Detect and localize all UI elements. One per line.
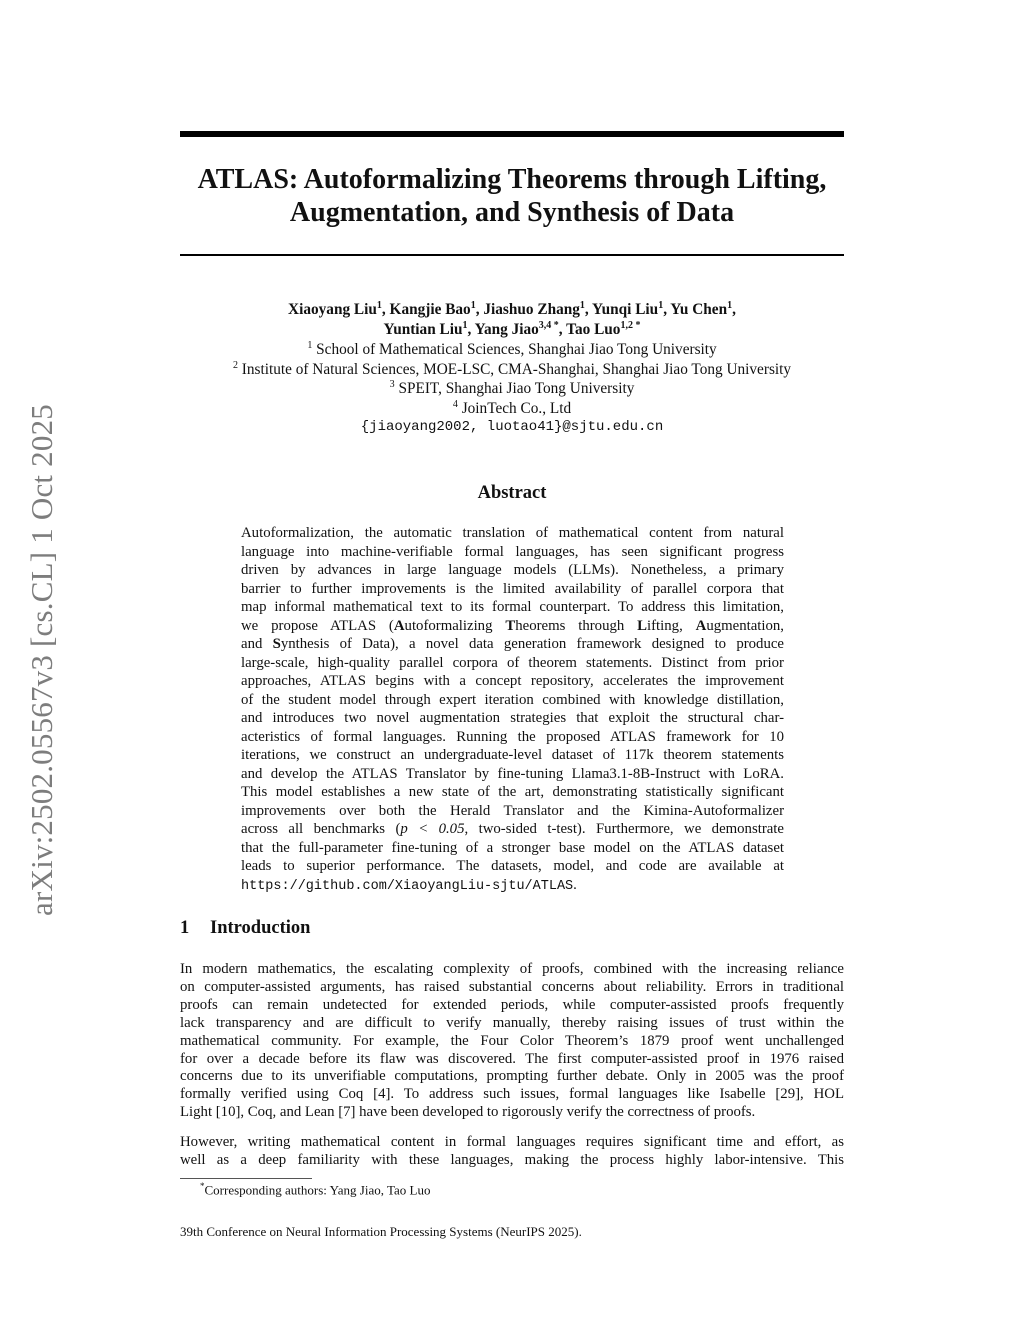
section-number: 1 bbox=[180, 918, 190, 938]
author-name: Yang Jiao bbox=[474, 321, 539, 338]
body-line: mathematical community. For example, the Four Color Theorem’s 1879 proof went unchallenged bbox=[180, 1032, 844, 1049]
author-line-2: Yuntian Liu$^1$, Yang Jiao$^{3,4 *}$, Tao Luo$^{1,2 *}$ bbox=[383, 319, 641, 338]
affiliation bbox=[160, 399, 864, 419]
affiliation-text: SPEIT, Shanghai Jiao Tong University bbox=[398, 380, 635, 397]
body-line: lack transparency and are difficult to verify manually, thereby raising issues of trust within the bbox=[180, 1014, 844, 1031]
affiliation bbox=[160, 340, 864, 360]
abstract-line: barrier to further improvements is the limited availability of parallel corpora that bbox=[241, 580, 784, 597]
abstract-line: of the student model through expert iteration combined with knowledge distillation, bbox=[241, 691, 784, 708]
abstract-heading: Abstract bbox=[477, 483, 547, 503]
affiliation bbox=[160, 360, 864, 380]
author-affil-mark: 1 bbox=[727, 299, 733, 311]
footnote-rule bbox=[180, 1178, 312, 1179]
affiliation-text: Institute of Natural Sciences, MOE-LSC, CMA-Shanghai, Shanghai Jiao Tong University bbox=[241, 360, 792, 378]
abstract-line: Autoformalization, the automatic translation of mathematical content from natural bbox=[241, 525, 784, 541]
abstract-line bbox=[241, 876, 784, 897]
body-line: for over a decade before its flaw was discovered. The first computer-assisted proof in 1976 raised bbox=[180, 1050, 844, 1067]
author-name: Yuntian Liu bbox=[383, 321, 463, 338]
title-line-1: ATLAS: Autoformalizing Theorems through Lifting, bbox=[197, 164, 827, 195]
abstract-line: iterations, we construct an undergraduate-level dataset of 117k theorem statements bbox=[241, 747, 784, 763]
abstract-line bbox=[241, 635, 784, 654]
abstract-line: map informal mathematical text to its formal counterpart. To address this limitation, bbox=[241, 599, 784, 615]
acronym-letter: A bbox=[393, 617, 405, 634]
author-affil-mark: 1 bbox=[658, 299, 664, 311]
paper-title bbox=[180, 163, 844, 229]
abstract-text: ifting, bbox=[647, 617, 696, 634]
abstract-line: acteristics of formal languages. Running the proposed ATLAS framework for 10 bbox=[241, 728, 784, 745]
footnote bbox=[200, 1181, 430, 1198]
section-heading-introduction bbox=[180, 918, 310, 939]
author-affil-mark: 1,2 * bbox=[620, 319, 641, 331]
author-name: Xiaoyang Liu bbox=[288, 301, 377, 318]
acronym-letter: A bbox=[695, 617, 707, 634]
abstract-line: improvements over both the Herald Translator and the Kimina-Autoformalizer bbox=[241, 802, 784, 819]
body-line: However, writing mathematical content in formal languages requires significant time and effort, as bbox=[180, 1134, 844, 1150]
body-line: on computer-assisted arguments, has raised substantial concerns about reliability. Errors in traditional bbox=[180, 978, 844, 995]
abstract-line: and develop the ATLAS Translator by fine-tuning Llama3.1-8B-Instruct with LoRA. bbox=[241, 765, 784, 782]
abstract-line: This model establishes a new state of the art, demonstrating statistically significant bbox=[241, 784, 784, 800]
intro-paragraph-2 bbox=[180, 1134, 844, 1170]
abstract-text: ugmentation, bbox=[706, 617, 784, 634]
acronym-letter: S bbox=[272, 636, 281, 652]
author-name: Yunqi Liu bbox=[591, 301, 659, 318]
body-line: Light [10], Coq, and Lean [7] have been developed to rigorously verify the correctness of proofs. bbox=[180, 1104, 756, 1121]
body-line: well as a deep familiarity with these languages, making the process highly labor-intensive. This bbox=[180, 1151, 844, 1168]
abstract-line bbox=[241, 820, 784, 839]
abstract-body bbox=[241, 524, 784, 896]
abstract-text: utoformalizing bbox=[404, 617, 506, 634]
abstract-text: and bbox=[241, 636, 273, 652]
affiliation-mark: 2 bbox=[232, 359, 238, 371]
footnote-text: Corresponding authors: Yang Jiao, Tao Luo bbox=[204, 1182, 431, 1198]
affiliation-mark: 4 bbox=[452, 398, 458, 410]
venue-note: 39th Conference on Neural Information Processing Systems (NeurIPS 2025). bbox=[180, 1224, 582, 1239]
body-line: In modern mathematics, the escalating complexity of proofs, combined with the increasing reliance bbox=[180, 961, 844, 977]
affiliation-mark: 3 bbox=[389, 378, 395, 390]
arxiv-stamp-text: arXiv:2502.05567v3 [cs.CL] 1 Oct 2025 bbox=[24, 404, 59, 916]
math-expression: p < 0.05 bbox=[400, 821, 465, 837]
author-name: Tao Luo bbox=[566, 321, 621, 338]
acronym-letter: L bbox=[637, 617, 648, 634]
abstract-line: language into machine-verifiable formal languages, has seen significant progress bbox=[241, 543, 784, 560]
section-title: Introduction bbox=[210, 918, 311, 938]
author-affil-mark: 1 bbox=[579, 299, 585, 311]
affiliation-mark: 1 bbox=[307, 339, 313, 351]
abstract-text: . bbox=[573, 876, 577, 893]
contact-email[interactable]: {jiaoyang2002, luotao41}@sjtu.edu.cn bbox=[360, 419, 664, 435]
abstract-line: leads to superior performance. The datasets, model, and code are available at bbox=[241, 858, 784, 874]
abstract-line: driven by advances in large language models (LLMs). Nonetheless, a primary bbox=[241, 562, 784, 578]
affiliation-list bbox=[160, 340, 864, 438]
footnote-mark: * bbox=[200, 1181, 205, 1191]
title-line-2: Augmentation, and Synthesis of Data bbox=[289, 197, 735, 228]
abstract-text: across all benchmarks ( bbox=[241, 821, 401, 837]
body-line: proofs can remain undetected for extended periods, while computer-assisted proofs frequently bbox=[180, 996, 844, 1013]
author-name: Kangjie Bao bbox=[389, 301, 471, 318]
body-line: formally verified using Coq [4]. To address such issues, formal languages like Isabelle [29], HOL bbox=[180, 1086, 844, 1103]
abstract-line: that the full-parameter fine-tuning of a stronger base model on the ATLAS dataset bbox=[241, 839, 784, 856]
affiliation-text: JoinTech Co., Ltd bbox=[461, 399, 572, 417]
affiliation bbox=[160, 379, 864, 399]
abstract-text: heorems through bbox=[515, 617, 638, 634]
acronym-letter: T bbox=[505, 617, 516, 634]
abstract-line: and introduces two novel augmentation strategies that exploit the structural char- bbox=[241, 710, 784, 726]
intro-paragraph-1 bbox=[180, 961, 844, 1122]
affiliation-text: School of Mathematical Sciences, Shanghai Jiao Tong University bbox=[316, 341, 717, 358]
abstract-text: ynthesis of Data), a novel data generation framework designed to produce bbox=[280, 636, 784, 652]
abstract-text: we propose ATLAS ( bbox=[241, 617, 394, 634]
author-affil-mark: 1 bbox=[376, 299, 382, 311]
title-rule-top bbox=[180, 131, 844, 137]
author-affil-mark: 3,4 * bbox=[538, 319, 559, 331]
author-affil-mark: 1 bbox=[470, 299, 476, 311]
abstract-text: , two-sided t-test). Furthermore, we demonstrate bbox=[464, 821, 784, 837]
abstract-line: approaches, ATLAS begins with a concept repository, accelerates the improvement bbox=[241, 673, 784, 689]
author-list bbox=[180, 300, 844, 340]
author-line-1: Xiaoyang Liu$^1$, Kangjie Bao$^1$, Jiashuo Zhang$^1$, Yunqi Liu$^1$, Yu Chen$^1$, bbox=[288, 299, 736, 318]
author-name: Yu Chen bbox=[670, 301, 728, 318]
author-name: Jiashuo Zhang bbox=[483, 301, 580, 318]
body-line: concerns due to its unverifiable computations, prompting further debate. Only in 2005 was the proof bbox=[180, 1068, 844, 1085]
abstract-line: large-scale, high-quality parallel corpora of theorem statements. Distinct from prior bbox=[241, 654, 784, 671]
abstract-line bbox=[241, 617, 784, 636]
repo-link[interactable]: https://github.com/XiaoyangLiu-sjtu/ATLAS bbox=[241, 878, 574, 894]
author-affil-mark: 1 bbox=[462, 319, 468, 331]
title-rule-bottom bbox=[180, 254, 844, 256]
